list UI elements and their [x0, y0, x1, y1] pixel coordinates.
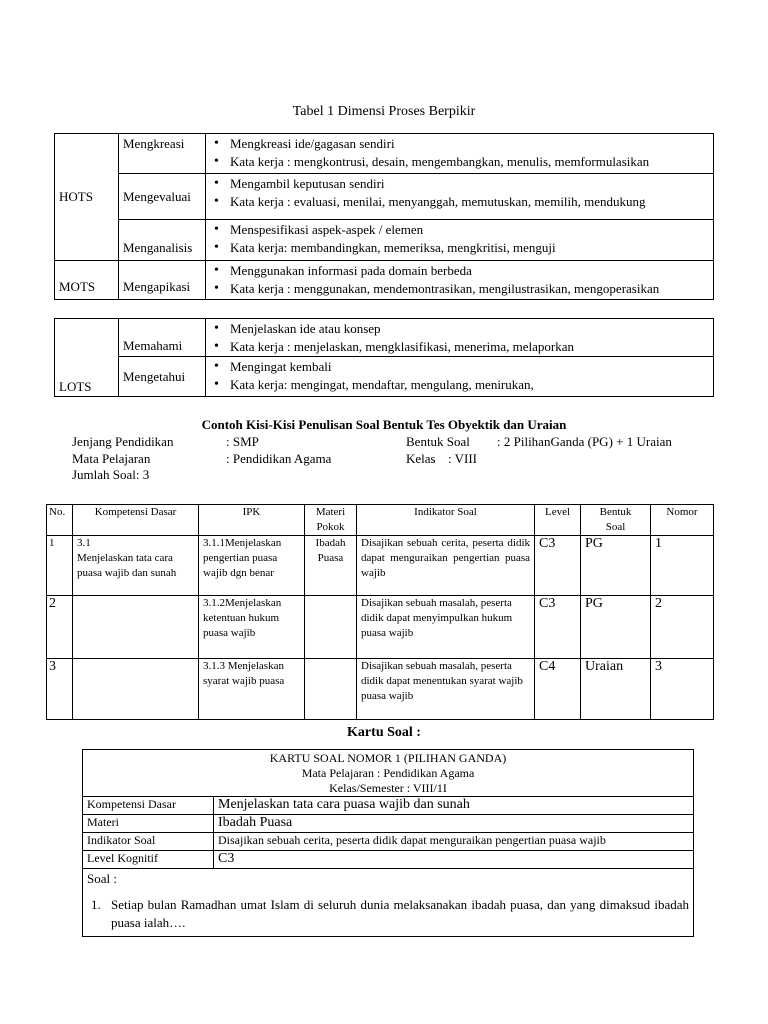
- dimension-description: [206, 220, 714, 261]
- cell-level: C4: [535, 659, 581, 720]
- header-nomor: Nomor: [651, 505, 714, 536]
- table-row: [55, 134, 714, 174]
- list-item: • Mengkreasi ide/gagasan sendiri: [230, 135, 709, 153]
- table-row: [47, 596, 714, 659]
- list-item: • Kata kerja: mengingat, mendaftar, mengulang, menirukan,: [230, 376, 709, 394]
- dimension-name: Menganalisis: [119, 220, 206, 261]
- cell-level: C3: [535, 536, 581, 596]
- jenjang-value: : SMP: [226, 434, 259, 449]
- list-item: • Kata kerja : evaluasi, menilai, menyanggah, memutuskan, memilih, mendukung: [230, 193, 709, 211]
- cell-materi-pokok: [305, 536, 357, 596]
- cell-indikator-soal: Disajikan sebuah cerita, peserta didik dapat menguraikan pengertian puasa wajib: [357, 536, 535, 596]
- cell-kompetensi-dasar: [73, 536, 199, 596]
- field-value: Ibadah Puasa: [214, 815, 694, 833]
- question-text: Setiap bulan Ramadhan umat Islam di seluruh dunia melaksanakan ibadah puasa, dan yang dimaksud ibadah puasa ialah….: [111, 897, 689, 930]
- cell-ipk: 3.1.2Menjelaskan ketentuan hukum puasa wajib: [199, 596, 305, 659]
- materi-line2: Puasa: [317, 552, 344, 564]
- table1-title: Tabel 1 Dimensi Proses Berpikir: [292, 104, 476, 119]
- thinking-dimension-table-lots: [54, 318, 714, 397]
- cell-indikator-soal: Disajikan sebuah masalah, peserta didik dapat menyimpulkan hukum puasa wajib: [357, 596, 535, 659]
- thinking-dimension-table-upper: [54, 133, 714, 300]
- list-item: • Kata kerja : mengkontrusi, desain, mengembangkan, menulis, memformulasikan: [230, 153, 709, 171]
- list-item: • Mengingat kembali: [230, 358, 709, 376]
- list-item: • Kata kerja: membandingkan, memeriksa, mengkritisi, menguji: [230, 239, 709, 257]
- field-label: Kompetensi Dasar: [83, 797, 214, 815]
- kartu-soal-table: [82, 749, 694, 937]
- field-label: Materi: [83, 815, 214, 833]
- kd-code: 3.1: [77, 537, 91, 549]
- kartu-header-row: [83, 750, 694, 797]
- jenjang-label: Jenjang Pendidikan: [72, 434, 174, 449]
- dimension-description: [206, 319, 714, 357]
- dimension-name: Mengetahui: [119, 357, 206, 397]
- field-value: Disajikan sebuah cerita, peserta didik dapat menguraikan pengertian puasa wajib: [214, 833, 694, 851]
- list-item: • Mengambil keputusan sendiri: [230, 175, 709, 193]
- level-cell-hots: [55, 134, 119, 261]
- cell-bentuk-soal: PG: [581, 536, 651, 596]
- kartu-header-line3: Kelas/Semester : VIII/1I: [329, 781, 447, 795]
- header-bentuk-line1: Bentuk: [599, 506, 632, 518]
- dimension-name: Memahami: [119, 319, 206, 357]
- kartu-header-line1: KARTU SOAL NOMOR 1 (PILIHAN GANDA): [269, 751, 507, 765]
- cell-nomor: 1: [651, 536, 714, 596]
- soal-label: Soal :: [87, 871, 117, 886]
- table-row: [55, 220, 714, 261]
- cell-bentuk-soal: Uraian: [581, 659, 651, 720]
- cell-kompetensi-dasar: [73, 659, 199, 720]
- table-header-row: [47, 505, 714, 536]
- dimension-description: [206, 174, 714, 220]
- cell-bentuk-soal: PG: [581, 596, 651, 659]
- cell-ipk: 3.1.1Menjelaskan pengertian puasa wajib dgn benar: [199, 536, 305, 596]
- jumlah-soal: Jumlah Soal: 3: [72, 467, 150, 482]
- header-no: No.: [47, 505, 73, 536]
- cell-nomor: 2: [651, 596, 714, 659]
- kartu-title: Kartu Soal :: [347, 725, 421, 740]
- list-item: • Menspesifikasi aspek-aspek / elemen: [230, 221, 709, 239]
- dimension-name: Mengapikasi: [119, 261, 206, 300]
- table-row: [83, 851, 694, 869]
- field-label: Level Kognitif: [83, 851, 214, 869]
- list-item: • Kata kerja : menjelaskan, mengklasifikasi, menerima, melaporkan: [230, 338, 709, 356]
- cell-materi-pokok: [305, 596, 357, 659]
- table-row: [47, 659, 714, 720]
- dimension-description: [206, 261, 714, 300]
- field-value: C3: [214, 851, 694, 869]
- header-bentuk-line2: Soal: [605, 521, 626, 533]
- cell-no: 2: [47, 596, 73, 659]
- question-number: 1.: [91, 897, 101, 912]
- cell-kompetensi-dasar: [73, 596, 199, 659]
- hots-label: HOTS: [59, 189, 93, 204]
- cell-nomor: 3: [651, 659, 714, 720]
- header-ipk: IPK: [199, 505, 305, 536]
- kartu-header-line2: Mata Pelajaran : Pendidikan Agama: [301, 766, 475, 780]
- table-row: [83, 815, 694, 833]
- dimension-description: [206, 357, 714, 397]
- mots-label: MOTS: [55, 261, 119, 300]
- dimension-description: [206, 134, 714, 174]
- kisi-kisi-table: [46, 504, 714, 720]
- header-materi-pokok: [305, 505, 357, 536]
- kelas-value: : VIII: [448, 451, 478, 466]
- cell-indikator-soal: Disajikan sebuah masalah, peserta didik dapat menentukan syarat wajib puasa wajib: [357, 659, 535, 720]
- table-row: [55, 174, 714, 220]
- lots-label: LOTS: [59, 379, 92, 394]
- list-item: • Kata kerja : menggunakan, mendemontrasikan, mengilustrasikan, mengoperasikan: [230, 280, 709, 298]
- materi-line1: Ibadah: [315, 537, 346, 549]
- table-row: [83, 797, 694, 815]
- cell-level: C3: [535, 596, 581, 659]
- dimension-name: Mengevaluai: [119, 174, 206, 220]
- kd-text: Menjelaskan tata cara puasa wajib dan sunah: [77, 552, 177, 579]
- header-materi-line2: Pokok: [316, 521, 345, 533]
- cell-no: 1: [47, 536, 73, 596]
- table-row: [55, 319, 714, 357]
- table-row: [83, 869, 694, 937]
- cell-no: 3: [47, 659, 73, 720]
- kisi-title: Contoh Kisi-Kisi Penulisan Soal Bentuk Tes Obyektik dan Uraian: [201, 417, 567, 432]
- kelas-label: Kelas: [406, 451, 436, 466]
- header-indikator-soal: Indikator Soal: [357, 505, 535, 536]
- dimension-name: Mengkreasi: [119, 134, 206, 174]
- soal-cell: [83, 869, 694, 937]
- table-row: [55, 357, 714, 397]
- field-label: Indikator Soal: [83, 833, 214, 851]
- mapel-value: : Pendidikan Agama: [226, 451, 332, 466]
- list-item: • Menjelaskan ide atau konsep: [230, 320, 709, 338]
- cell-materi-pokok: [305, 659, 357, 720]
- field-value: Menjelaskan tata cara puasa wajib dan sunah: [214, 797, 694, 815]
- list-item: • Menggunakan informasi pada domain berbeda: [230, 262, 709, 280]
- table-row: [55, 261, 714, 300]
- header-kompetensi-dasar: Kompetensi Dasar: [73, 505, 199, 536]
- header-materi-line1: Materi: [315, 506, 346, 518]
- level-cell-lots: [55, 319, 119, 397]
- kartu-header: [83, 750, 694, 797]
- table-row: [47, 536, 714, 596]
- question: [87, 896, 689, 932]
- cell-ipk: 3.1.3 Menjelaskan syarat wajib puasa: [199, 659, 305, 720]
- header-bentuk-soal: [581, 505, 651, 536]
- mapel-label: Mata Pelajaran: [72, 451, 151, 466]
- header-level: Level: [535, 505, 581, 536]
- bentuk-value: : 2 PilihanGanda (PG) + 1 Uraian: [497, 434, 672, 449]
- bentuk-label: Bentuk Soal: [406, 434, 470, 449]
- table-row: [83, 833, 694, 851]
